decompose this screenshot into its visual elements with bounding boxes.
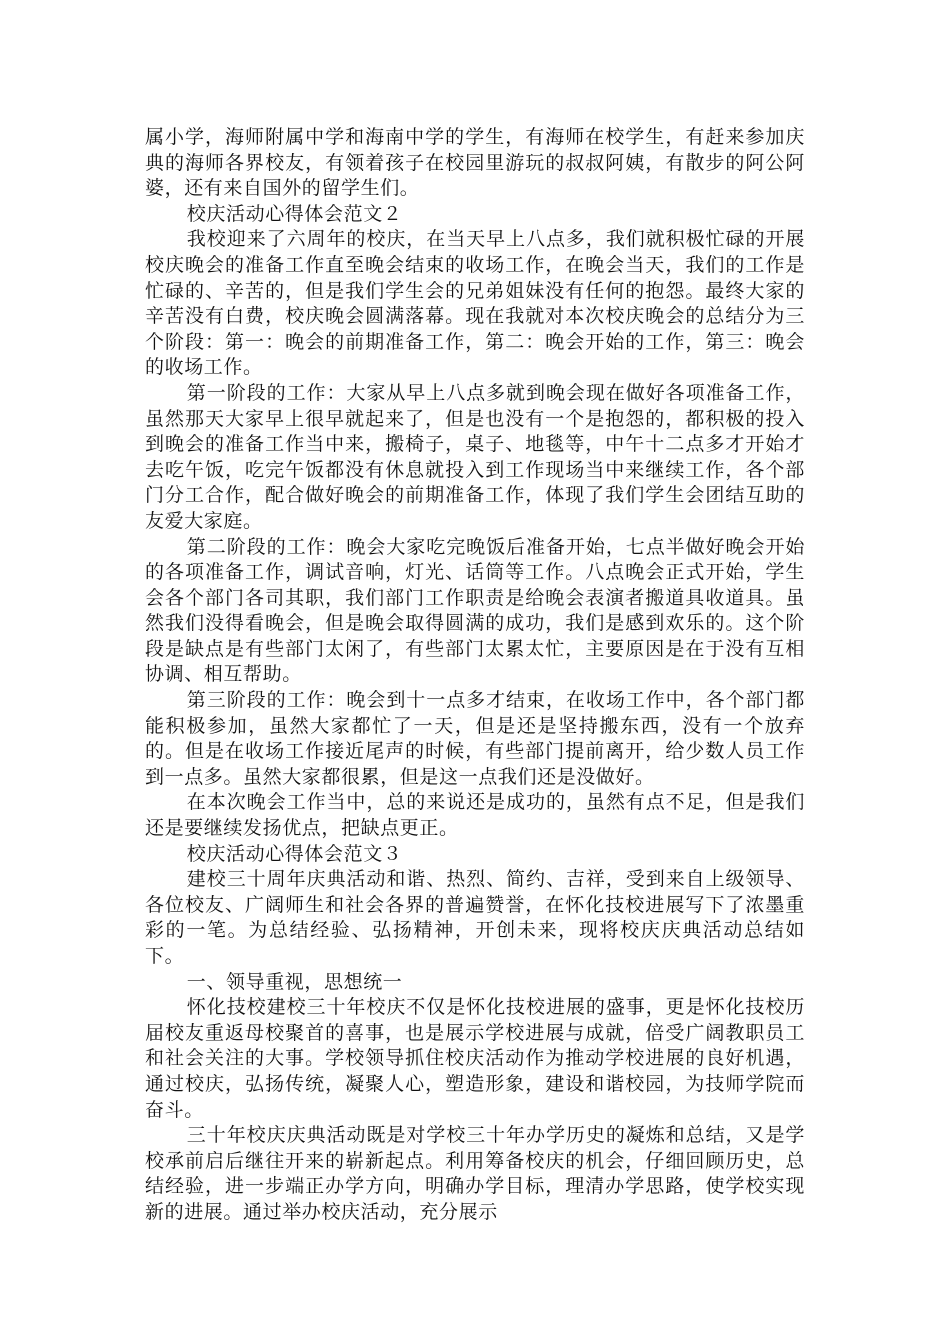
paragraph: 在本次晚会工作当中，总的来说还是成功的，虽然有点不足，但是我们还是要继续发扬优点，把缺点更正。 bbox=[145, 791, 805, 840]
subsection-heading: 一、领导重视，思想统一 bbox=[186, 970, 403, 993]
paragraph: 属小学，海师附属中学和海南中学的学生，有海师在校学生，有赶来参加庆典的海师各界校友，有领着孩子在校园里游玩的叔叔阿姨，有散步的阿公阿婆，还有来自国外的留学生们。 bbox=[145, 126, 805, 200]
paragraph: 建校三十周年庆典活动和谐、热烈、简约、吉祥，受到来自上级领导、各位校友、广阔师生和社会各界的普遍赞誉，在怀化技校进展写下了浓墨重彩的一笔。为总结经验、弘扬精神，开创未来，现将校庆庆典活动总结如下。 bbox=[145, 868, 805, 967]
section-heading: 校庆活动心得体会范文２ bbox=[186, 202, 403, 225]
paragraph: 我校迎来了六周年的校庆，在当天早上八点多，我们就积极忙碌的开展校庆晚会的准备工作直至晚会结束的收场工作，在晚会当天，我们的工作是忙碌的、辛苦的，但是我们学生会的兄弟姐妹没有任何的抱怨。最终大家的辛苦没有白费，校庆晚会圆满落幕。现在我就对本次校庆晚会的总结分为三个阶段：第一：晚会的前期准备工作，第二：晚会开始的工作，第三：晚会的收场工作。 bbox=[145, 228, 805, 379]
paragraph: 三十年校庆庆典活动既是对学校三十年办学历史的凝炼和总结，又是学校承前启后继往开来的崭新起点。利用筹备校庆的机会，仔细回顾历史，总结经验，进一步端正办学方向，明确办学目标，理清办学思路，使学校实现新的进展。通过举办校庆活动，充分展示 bbox=[145, 1124, 805, 1223]
document-body bbox=[145, 125, 805, 1226]
paragraph: 第三阶段的工作：晚会到十一点多才结束，在收场工作中，各个部门都能积极参加，虽然大家都忙了一天，但是还是坚持搬东西，没有一个放弃的。但是在收场工作接近尾声的时候，有些部门提前离开，给少数人员工作到一点多。虽然大家都很累，但是这一点我们还是没做好。 bbox=[145, 689, 805, 788]
paragraph: 第一阶段的工作：大家从早上八点多就到晚会现在做好各项准备工作，虽然那天大家早上很早就起来了，但是也没有一个是抱怨的，都积极的投入到晚会的准备工作当中来，搬椅子，桌子、地毯等，中午十二点多才开始才去吃午饭，吃完午饭都没有休息就投入到工作现场当中来继续工作，各个部门分工合作，配合做好晚会的前期准备工作，体现了我们学生会团结互助的友爱大家庭。 bbox=[145, 381, 805, 532]
section-heading: 校庆活动心得体会范文３ bbox=[186, 842, 403, 865]
paragraph: 第二阶段的工作：晚会大家吃完晚饭后准备开始，七点半做好晚会开始的各项准备工作，调试音响，灯光、话筒等工作。八点晚会正式开始，学生会各个部门各司其职，我们部门工作职责是给晚会表演者搬道具收道具。虽然我们没得看晚会，但是晚会取得圆满的成功，我们是感到欢乐的。这个阶段是缺点是有些部门太闲了，有些部门太累太忙，主要原因是在于没有互相协调、相互帮助。 bbox=[145, 535, 805, 686]
paragraph: 怀化技校建校三十年校庆不仅是怀化技校进展的盛事，更是怀化技校历届校友重返母校聚首的喜事，也是展示学校进展与成就，倍受广阔教职员工和社会关注的大事。学校领导抓住校庆活动作为推动学校进展的良好机遇，通过校庆，弘扬传统，凝聚人心，塑造形象，建设和谐校园，为技师学院而奋斗。 bbox=[145, 996, 805, 1121]
